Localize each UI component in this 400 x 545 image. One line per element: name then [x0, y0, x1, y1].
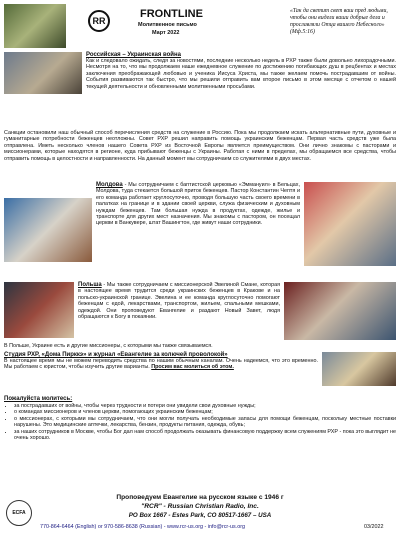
footer-line2: "RCR" - Russian Christian Radio, Inc. — [141, 503, 259, 510]
prayer-item: • о миссионерах, с которыми мы сотрудничаем, что они могли получать необходимые запасы для помощи беженцам, поскольку местные поставки нарушены. Это медицинские аптечки, лекарства, бензин, продукты питания, одежда, обувь; — [14, 416, 396, 429]
header-subtitle: Молитвенное письмо — [138, 22, 197, 28]
studio-block — [4, 352, 396, 388]
prayer-heading: Пожалуйста молитесь: — [4, 396, 73, 402]
rr-logo: RR — [88, 10, 110, 32]
poland-block — [4, 282, 396, 349]
moldova-photo-left — [4, 198, 92, 262]
poland-text: Польша - Мы также сотрудничаем с миссионерской Эвелиной Смане, которая в настоящее время трудится среди украинских беженцев в Кракове и на польско-украинской границе. Эвелина и ее команда круглосуточно помогают беженцам с едой, лекарствами, транспортом, жильем, спальными мешками, одеждой. Они проповедуют Евангелие и раздают Новый Завет, людя обращаются к Богу в покаянии. — [78, 282, 280, 321]
refugee-photo-1 — [4, 52, 82, 94]
section1-text: Как и следовало ожидать, следя за новостями, последние несколько недель в РХР также были довольно лихорадочными. Несмотря на то, что мы продолжаем наше ежедневное служение по достижению погибающих душ в рецбентах и местах заключения преображающей любовью и ученика Иисуса Христа, мы также желаем помочь пострадавшим от войны. События развиваются так быстро, что мы решили отправить вам второе письмо в этом месяце с отчетом о нашей текущей деятельности и обновленными молитвенными просьбами. — [86, 58, 396, 90]
header-title: FRONTLINE — [140, 8, 203, 20]
moldova-block — [4, 182, 396, 268]
studio-heading: Студия РХР, «Дома Пирккэ» и журнал «Евангелие за колючей проволокой» — [4, 352, 228, 358]
header-date: Март 2022 — [152, 30, 180, 36]
ecfa-seal: ECFA — [6, 500, 32, 526]
soldier-photo — [4, 4, 66, 48]
prayer-list — [4, 403, 396, 441]
studio-photo — [322, 352, 396, 386]
studio-text: В настоящее время мы не можем переводить средства по нашим обычным каналам. Очень надеемся, что это временно. Мы работаем с юристом, чтобы изучить другие варианты. Просим вас молиться об этом. — [4, 358, 318, 371]
moldova-photo-right — [304, 182, 396, 266]
footer-line1: Проповедуем Евангелие на русском языке с 1946 г — [116, 494, 284, 501]
poland-photo-right — [284, 282, 396, 340]
moldova-text: Молдова - Мы сотрудничаем с баптистской церковью «Эммануил» в Бельцах, Молдова, туда стекается большой приток беженцев. Пастор Константин Чептя и его команда работает круглосуточно, проводя большую часть своего времени в палатках на границе и в здании своей церкви, служа физическим и духовным нуждам беженцев. Там большая нужда в продуктах, одежде, жилье и транспорте для других мест назначения. Мы знакомы с пастором, он посещал церкви в Ванкувере, штат Вашингтон, где живут наши сотрудники. — [96, 182, 300, 227]
footer-contacts: 770-864-6464 (English) or 970-586-8638 (Russian) - www.rcr-us.org - info@rcr-us.org — [40, 524, 246, 530]
footer-line3: PO Box 1667 - Estes Park, CO 80517-1667 – USA — [128, 512, 272, 519]
prayer-item: • о командах миссионеров и членов церкви, помогающих украинским беженцам; — [14, 409, 396, 415]
prayer-block — [4, 396, 396, 441]
footer-issue: 03/2022 — [364, 524, 384, 530]
section1-block — [4, 52, 396, 96]
prayer-item: • за пострадавших от войны, чтобы через трудности и потери они увидели свои духовные нужды; — [14, 403, 396, 409]
sanctions-paragraph: Санкции остановили наш обычный способ перечисления средств на служение в Россию. Пока мы продолжаем искать альтернативные пути, духовные и гуманитарные потребности беженцев неотложны. Совет РХР решил направить помощь украинским беженцам. Первая часть средств уже была отправлена. Иметь несколько членов нашего Совета РХР из Восточной Европы является преимуществом. Они лично знакомы с пасторами и миссионерами, которые находятся в регионе, куда прибывают беженцы с Украины. Работая с ними в пределах, мы обращаемся все средства, чтобы отправить помощь в целостности и направленности. На данный момент мы сотрудничаем со служителями в двух местах. — [4, 130, 396, 162]
header-quote: «Так да светит свет ваш пред людьми, чтобы они видели ваши добрые дела и прославляли Отца вашего Небесного» (Мф.5:16) — [290, 8, 388, 35]
poland-photo-left — [4, 282, 74, 338]
prayer-item: • за наших сотрудников в Москве, чтобы Бог дал нам способ продолжать оказывать финансовую поддержку всем служениям РХР - пока это выглядит не очень хорошо. — [14, 429, 396, 442]
poland-extra: В Польше, Украине есть и другие миссионеры, с которыми мы также связываемся. — [4, 343, 213, 349]
section1-heading: Российская – Украинская война — [86, 52, 181, 58]
